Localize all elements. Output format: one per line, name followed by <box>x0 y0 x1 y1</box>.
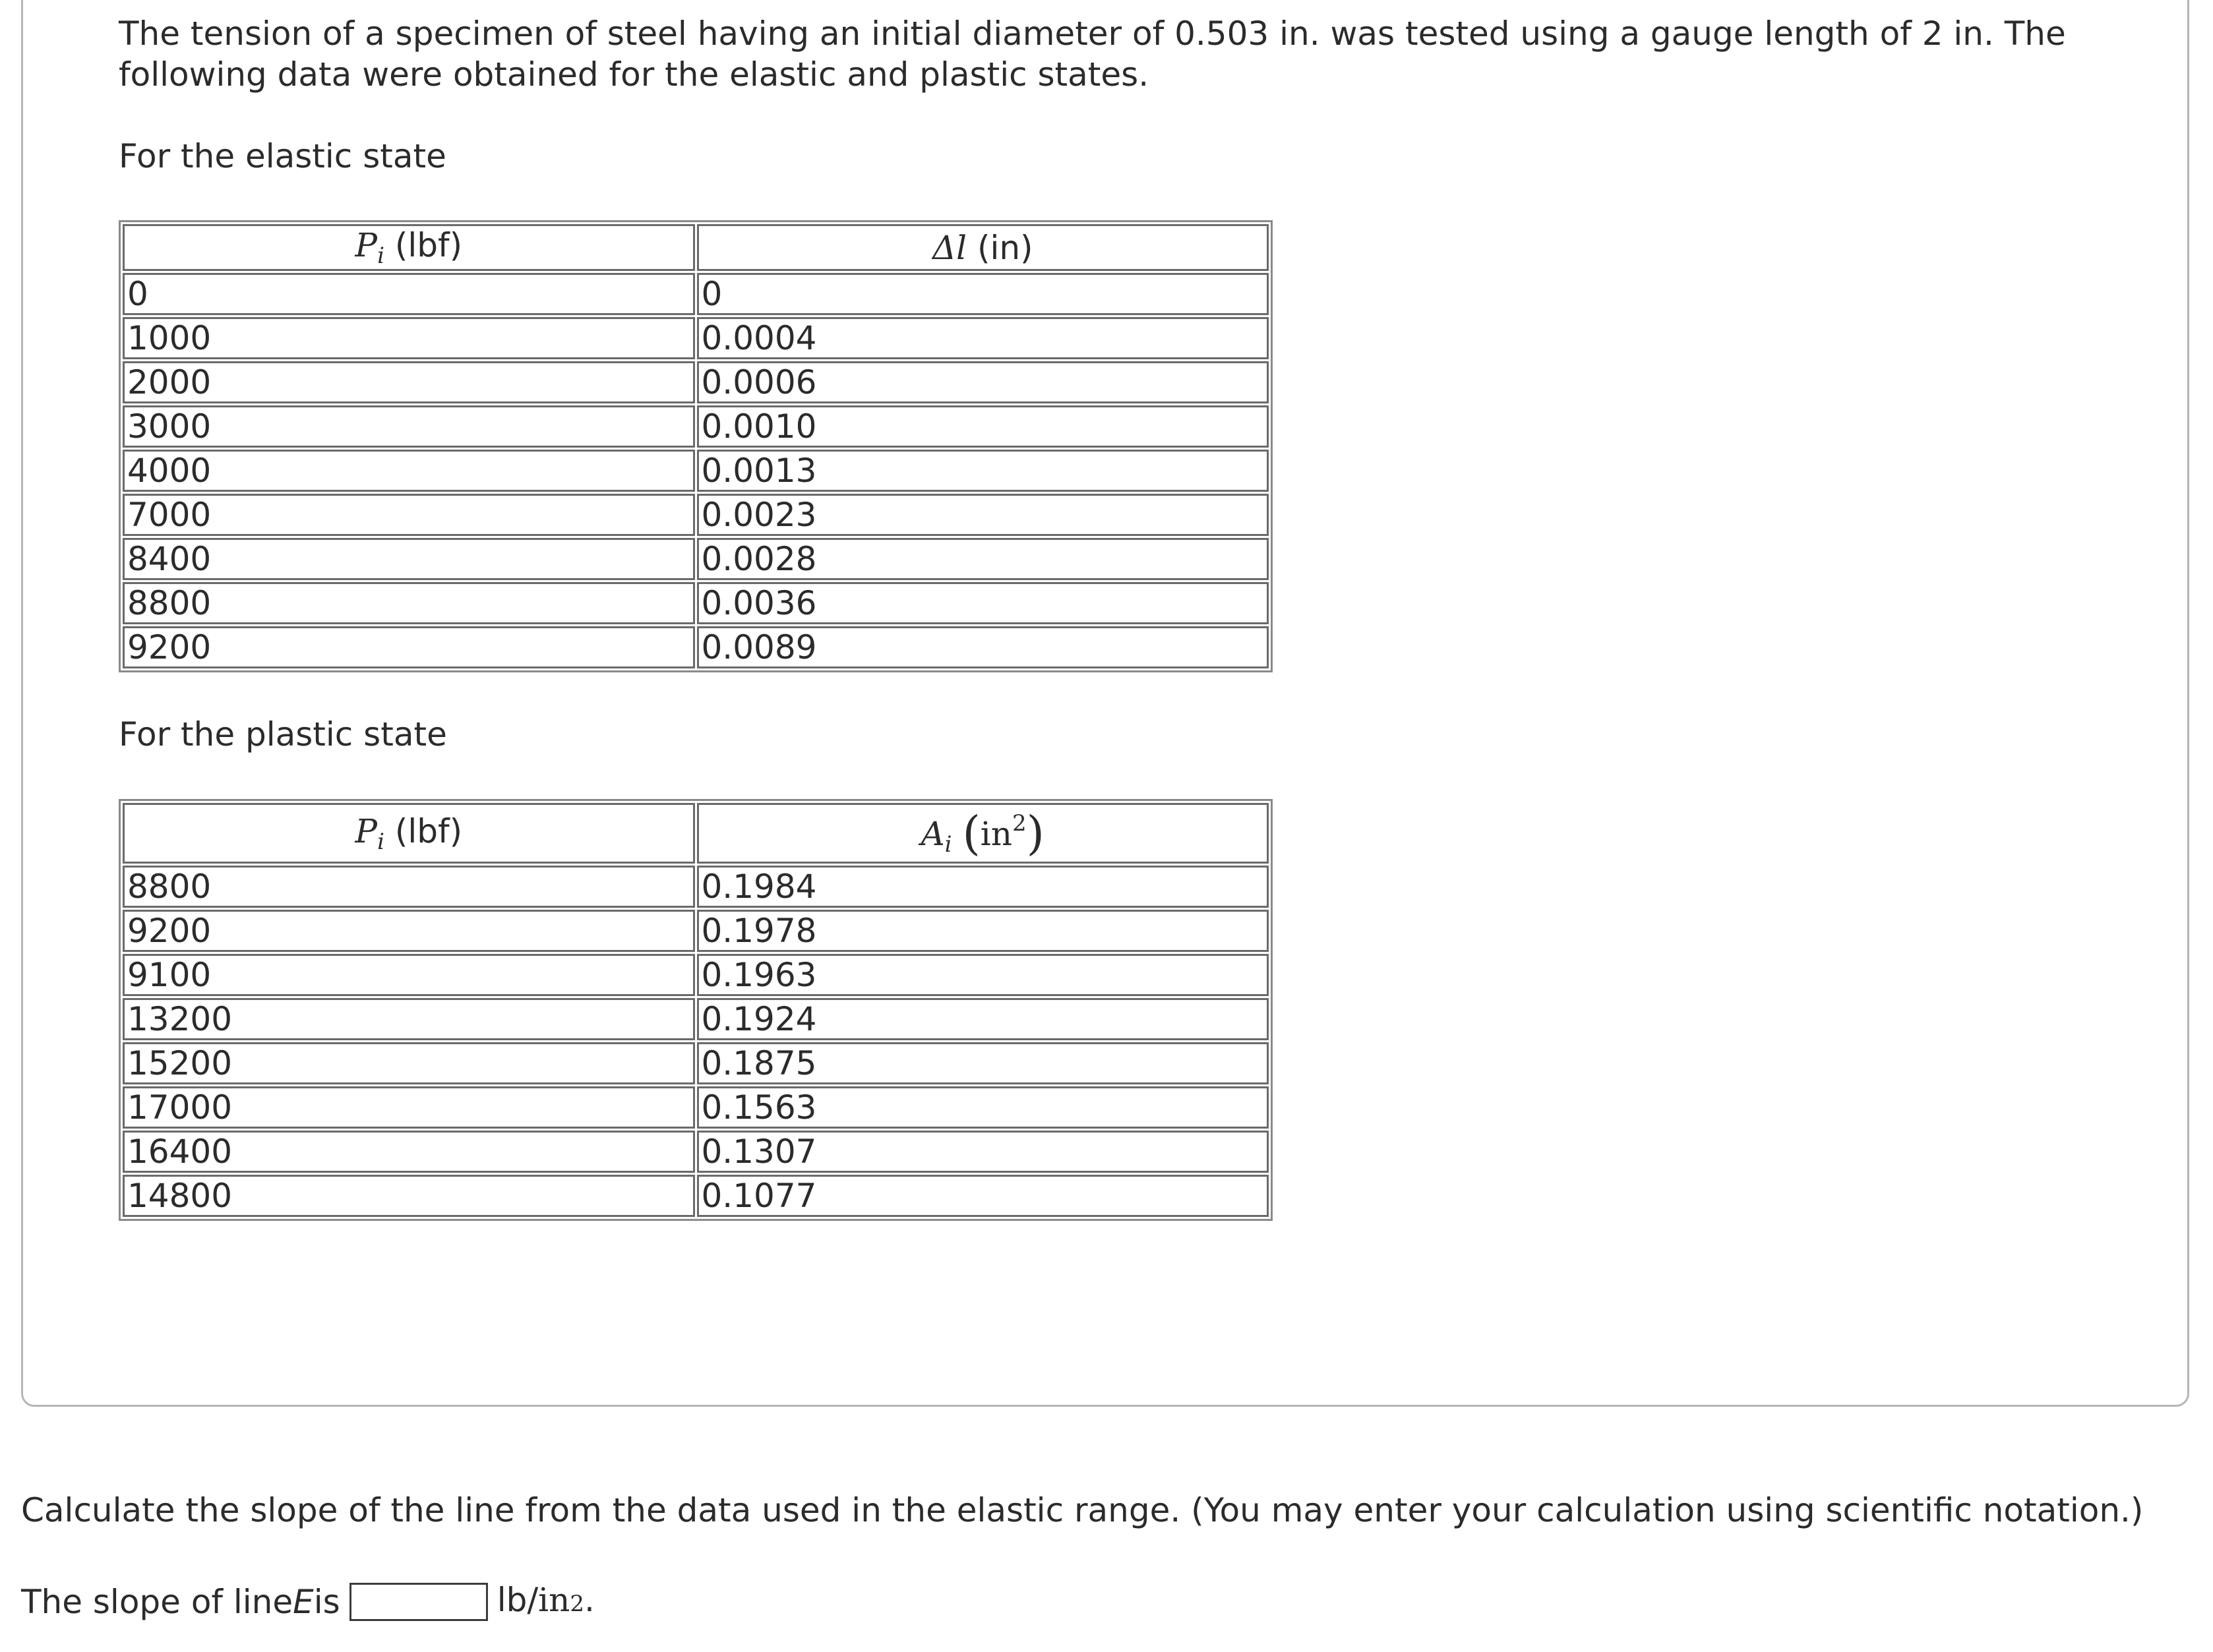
load-cell: 9200 <box>123 626 695 668</box>
elongation-cell: 0.0028 <box>697 538 1269 580</box>
load-cell: 0 <box>123 273 695 315</box>
elongation-cell: 0 <box>697 273 1269 315</box>
load-cell: 16400 <box>123 1131 695 1173</box>
load-cell: 17000 <box>123 1086 695 1129</box>
load-cell: 8800 <box>123 866 695 908</box>
answer-is: is <box>313 1583 340 1621</box>
table-row <box>123 273 1269 315</box>
table-row <box>123 910 1269 952</box>
elongation-cell: 0.0013 <box>697 450 1269 492</box>
area-cell: 0.1077 <box>697 1175 1269 1217</box>
table-row <box>123 866 1269 908</box>
load-cell: 8800 <box>123 582 695 624</box>
answer-line <box>21 1579 595 1624</box>
table-row <box>123 494 1269 536</box>
problem-intro: The tension of a specimen of steel having an initial diameter of 0.503 in. was tested using a gauge length of 2 in. The following data were obtained for the elastic and plastic states. <box>119 15 2066 94</box>
question-text: Calculate the slope of the line from the data used in the elastic range. (You may enter your calculation using scientific notation.) <box>21 1491 2144 1529</box>
load-cell: 9100 <box>123 954 695 996</box>
elongation-cell: 0.0089 <box>697 626 1269 668</box>
area-cell: 0.1963 <box>697 954 1269 996</box>
table-row <box>123 1131 1269 1173</box>
column-header-load: $P_i$ (lbf) <box>123 224 695 271</box>
table-row <box>123 317 1269 359</box>
elastic-data-table <box>119 220 1273 672</box>
answer-unit: lb/ in 2 . <box>497 1581 595 1619</box>
area-cell: 0.1978 <box>697 910 1269 952</box>
table-row <box>123 954 1269 996</box>
elongation-cell: 0.0010 <box>697 405 1269 448</box>
plastic-table-body <box>123 866 1269 1217</box>
load-cell: 3000 <box>123 405 695 448</box>
load-cell: 14800 <box>123 1175 695 1217</box>
table-row <box>123 626 1269 668</box>
area-cell: 0.1563 <box>697 1086 1269 1129</box>
load-cell: 4000 <box>123 450 695 492</box>
load-cell: 1000 <box>123 317 695 359</box>
table-row <box>123 1086 1269 1129</box>
elastic-table-body <box>123 273 1269 668</box>
area-cell: 0.1307 <box>697 1131 1269 1173</box>
table-header-row <box>123 803 1269 864</box>
table-row <box>123 361 1269 403</box>
table-row <box>123 405 1269 448</box>
load-cell: 2000 <box>123 361 695 403</box>
elongation-cell: 0.0036 <box>697 582 1269 624</box>
load-cell: 9200 <box>123 910 695 952</box>
load-cell: 7000 <box>123 494 695 536</box>
elongation-cell: 0.0006 <box>697 361 1269 403</box>
column-header-load: $P_i$ (lbf) <box>123 803 695 864</box>
elongation-cell: 0.0004 <box>697 317 1269 359</box>
column-header-area: $A_i$ $(in^2)$ <box>697 803 1269 864</box>
table-row <box>123 1175 1269 1217</box>
table-row <box>123 582 1269 624</box>
area-cell: 0.1984 <box>697 866 1269 908</box>
area-cell: 0.1875 <box>697 1042 1269 1084</box>
load-cell: 15200 <box>123 1042 695 1084</box>
slope-answer-input[interactable] <box>349 1583 488 1621</box>
answer-prefix: The slope of line <box>21 1583 293 1621</box>
answer-variable: E <box>293 1583 314 1621</box>
load-cell: 13200 <box>123 998 695 1040</box>
table-row <box>123 450 1269 492</box>
plastic-state-label: For the plastic state <box>119 715 447 753</box>
table-row <box>123 998 1269 1040</box>
column-header-elongation: Δl (in) <box>697 224 1269 271</box>
elongation-cell: 0.0023 <box>697 494 1269 536</box>
table-row <box>123 538 1269 580</box>
elastic-state-label: For the elastic state <box>119 137 446 175</box>
table-row <box>123 1042 1269 1084</box>
load-cell: 8400 <box>123 538 695 580</box>
table-header-row <box>123 224 1269 271</box>
plastic-data-table <box>119 799 1273 1221</box>
area-cell: 0.1924 <box>697 998 1269 1040</box>
